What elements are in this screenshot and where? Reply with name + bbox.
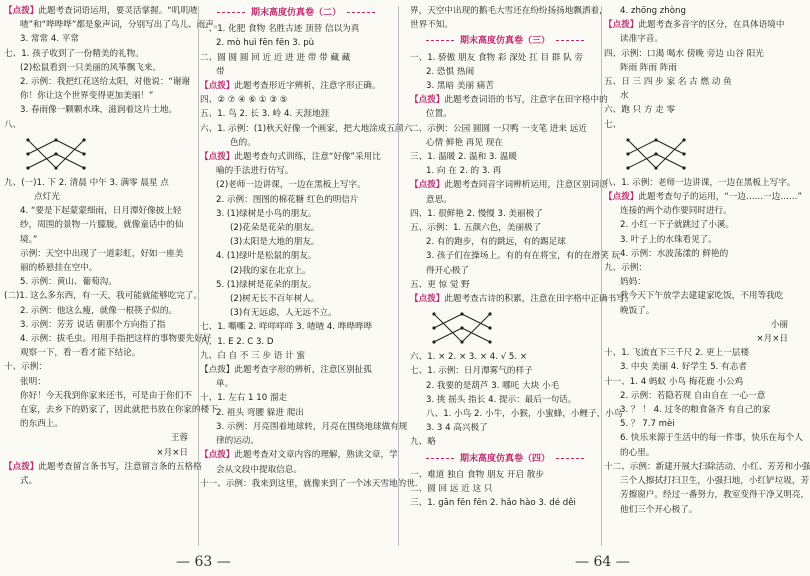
answer-line: 观察一下，看一看才能下结论。 — [20, 348, 141, 359]
answer-line: 张明： — [20, 376, 46, 387]
answer-line: 3. (1)绿树是小鸟的朋友。 — [216, 208, 317, 219]
answer-line: 3. 示例：芳芳 说话 朝那个方向指了指 — [20, 319, 166, 330]
answer-line: 式。 — [20, 476, 38, 487]
column-1 — [4, 4, 223, 488]
hint-label: 【点拨】 — [4, 461, 39, 472]
answer-line: 世界不知。 — [410, 20, 453, 31]
answer-line: 二、示例：公园 圆圆 一只鸭 一支笔 进来 远近 — [410, 123, 587, 134]
answer-line: 十、1. 飞流直下三千尺 2. 更上一层楼 — [604, 348, 749, 359]
answer-line: 七、1. 示例：日月潭雾气的样子 — [410, 366, 533, 377]
page-number-left: — 63 — — [176, 554, 231, 570]
answer-line: 4. zhōng zhòng — [620, 6, 686, 16]
answer-line: 2. 我要的是葫芦 3. 哪吒 大块 小毛 — [426, 380, 560, 391]
answer-line: 2. 示例：图图的棉花糖 红色的明信片 — [216, 194, 359, 205]
answer-line: 你好！今天我到你家来还书，可是由于你们不 — [20, 390, 192, 401]
answer-line: 色的。 — [230, 137, 256, 148]
divider — [198, 6, 199, 546]
answer-line: 八、1. 示例：老师一边讲课，一边在黑板上写字。 — [604, 177, 796, 188]
answer-line: 五、更 惊 觉 野 — [410, 279, 470, 290]
column-4 — [604, 4, 810, 517]
answer-line: 四、示例：口渴 喝水 傍晚 旁边 山谷 阳光 — [604, 48, 764, 59]
answer-line: 1. 向 在 2. 的 3. 再 — [426, 166, 502, 177]
answer-line: 二、圆 圆 圆 回 近 近 进 进 带 带 藏 藏 — [200, 52, 351, 63]
answer-line: 在家，去乡下的奶家了，因此就把书放在你家的楼下 — [20, 405, 218, 416]
answer-line: 3. 3 4 高兴极了 — [426, 423, 488, 434]
answer-line: 八、1. 小鸟 2. 小牛，小猴，小蜜蜂，小鲤子，小鸟 — [426, 409, 623, 420]
answer-line: 会从文段中提取信息。 — [216, 464, 302, 475]
section-heading: 期末高度仿真卷（二） — [200, 6, 392, 20]
answer-line: 2. 祖头 弯腰 躲进 爬出 — [216, 407, 304, 418]
answer-line: 十、示例： — [4, 362, 47, 373]
hint-label: 【点拨】 — [604, 192, 639, 203]
answer-line: 水 — [620, 91, 629, 102]
answer-line: 纱，周围的景物一片朦胧，就像童话中的仙 — [20, 220, 184, 231]
answer-line: 位置。 — [426, 109, 452, 120]
answer-line: 4. 示例：拔毛虫。用用手指把这样的事物要先好好 — [20, 334, 212, 345]
center-divider — [398, 6, 399, 546]
answer-line: 3. 中央 美丽 4. 好学生 5. 有志者 — [620, 362, 747, 373]
answer-line: 连接的两个动作要同时进行。 — [620, 206, 732, 217]
answer-line: 【点拨】此题考查句式训练，注意“好像”采用比 — [200, 152, 381, 163]
answer-line: 【点拨】此题考查多音字的区分，在具体语境中 — [604, 20, 785, 31]
matching-lines-figure — [426, 308, 496, 348]
answer-line: 九、略 — [410, 437, 436, 448]
answer-line: 2. 有的跑步，有的跳远，有的踢足球 — [426, 237, 566, 248]
answer-line: (3)有无远虑，人无远不立。 — [230, 308, 337, 319]
answer-line: 【点拨】此题考查词语运用，要灵活掌握。“叽叽喳 — [4, 6, 198, 16]
answer-line: 的东西上。 — [20, 419, 63, 430]
answer-line: 界，天空中出现的鹅毛大雪还在纷纷扬扬地飘洒着， — [410, 6, 608, 16]
answer-line: 带 — [216, 66, 225, 77]
answer-line: 芳擦窗户。经过一番努力，教室变得干净又明亮， — [620, 490, 810, 501]
answer-line: 3. 挑 摇头 指长 4. 提示：最后一句话。 — [426, 394, 577, 405]
answer-line: 2. 恐惧 热闹 — [426, 66, 475, 77]
answer-line: 3. 示例：月亮围着地球转，月亮在围绕地球做有规 — [216, 421, 408, 432]
answer-line: 【点拨】此题考查古诗的积累，注意在田字格中正确书写。 — [410, 294, 634, 305]
answer-line: 六、1. × 2. × 3. × 4. √ 5. × — [410, 352, 528, 363]
section-heading: 期末高度仿真卷（三） — [410, 34, 600, 48]
answer-line: 【点拨】此题考查字形的辨析，注意区别扯孤 — [200, 365, 372, 376]
answer-line: (2)花朵是花朵的朋友。 — [230, 223, 320, 234]
answer-line: 读准字音。 — [620, 34, 663, 45]
hint-label: 【点拨】 — [200, 81, 235, 92]
answer-line: 心情 鲜艳 再见 现在 — [426, 137, 503, 148]
answer-line: 三个人擦拭打扫卫生，小强扫地，小红铲垃圾，芳 — [620, 476, 810, 487]
answer-line: 单。 — [216, 379, 234, 390]
matching-lines-figure — [20, 134, 90, 174]
answer-line: 3. 常常 4. 平常 — [20, 34, 79, 45]
answer-line: 3. 春雨像一颗颗水珠，滋润着这片土地。 — [20, 105, 178, 116]
answer-line: 【点拨】此题考查同音字词辨析运用，注意区别词语 — [410, 180, 608, 191]
answer-line: 妈妈： — [620, 277, 646, 288]
answer-line: 【点拨】此题考查形近字辨析，注意字形正确。 — [200, 81, 381, 92]
answer-line: 丽的桥悬挂在空中。 — [20, 263, 98, 274]
answer-line: 6. 快乐来源于生活中的每一件事，快乐在每个人 — [620, 433, 803, 444]
answer-line: 2. 示例：若隐若现 自由自在 一心一意 — [620, 390, 766, 401]
page-number-right: — 64 — — [575, 554, 630, 570]
answer-line: 示例：天空中出现了一道彩虹，好如一座美 — [20, 248, 184, 259]
answer-line: 【点拨】此题考查词语的书写，注意字在田字格中的 — [410, 95, 608, 106]
answer-line: (二)1. 这么多东西，有一天，我可能就能够吃完了。 — [4, 291, 203, 302]
answer-line: 九、白 自 不 三 步 语 计 蜜 — [200, 350, 306, 361]
answer-line: 八、 — [4, 119, 22, 130]
answer-line: 点灯光 — [34, 192, 60, 203]
hint-label: 【点拨】 — [410, 294, 445, 305]
answer-line: 五、示例：1. 五颜六色，美丽极了 — [410, 223, 542, 234]
answer-line: (2)老师一边讲课，一边在黑板上写字。 — [216, 180, 366, 191]
answer-line: 六、跑 只 方 走 零 — [604, 105, 676, 116]
answer-line: 2. 示例：我把红花送给太阳，对他说：“谢谢 — [20, 77, 191, 88]
answer-line: 七、1. 嘶嘶 2. 咩咩咩咩 3. 喳喳 4. 哗哗哗哗 — [200, 322, 373, 333]
answer-line: ×月×日 — [156, 447, 188, 458]
answer-line: (3)太阳是大地的朋友。 — [230, 237, 320, 248]
answer-line: 王蓉 — [170, 433, 188, 444]
answer-line: 4. 示例：水波荡漾的 鲜艳的 — [620, 248, 729, 259]
answer-line: 四、1. 很鲜艳 2. 慢慢 3. 美丽极了 — [410, 208, 543, 219]
answer-line: 十、1. 左右 1 10 溜走 — [200, 393, 288, 404]
answer-line: 【点拨】此题考查句子的运用，“一边……一边……” — [604, 192, 802, 203]
answer-line: 5. (1)绿树是花朵的朋友。 — [216, 279, 317, 290]
answer-line: 七、1. 孩子收到了一份精美的礼物。 — [4, 48, 144, 59]
answer-line: 他们三个开心极了。 — [620, 504, 698, 515]
divider — [601, 6, 602, 546]
answer-line: (2)我的家在北京上。 — [230, 265, 311, 276]
answer-line: 十一、1. 4 蚂蚁 小鸟 梅花鹿 小公鸡 — [604, 376, 744, 387]
answer-line: 阵雨 阵雨 阵雨 — [620, 62, 678, 73]
hint-label: 【点拨】 — [200, 450, 235, 461]
answer-line: 3. 孩子们在操场上。有的有在将宝，有的在滑笑 玩 — [426, 251, 621, 262]
answer-line: 五、日 三 四 步 家 名 古 燃 动 鱼 — [604, 77, 732, 88]
answer-line: 喳”和“哗哗哗”都是象声词，分别写出了鸟儿、雨声。 — [20, 20, 223, 31]
answer-line: 得开心极了 — [426, 265, 469, 276]
section-heading: 期末高度仿真卷（四） — [410, 452, 600, 466]
answer-line: 五、1. 鸟 2. 长 3. 岭 4. 天涯地涯 — [200, 109, 330, 120]
answer-line: 九、示例： — [604, 263, 647, 274]
answer-line: 四、② ⑦ ④ ⑥ ① ③ ⑤ — [200, 95, 288, 106]
answer-line: 5. 示例：黄山、葡萄沟。 — [20, 277, 117, 288]
matching-lines-figure — [620, 134, 690, 174]
answer-line: 5. ？ 7.7 mèi — [620, 419, 675, 430]
hint-label: 【点拨】 — [4, 6, 39, 16]
answer-line: 十二、示例：新建开展大扫除活动，小红、芳芳和小强 — [604, 461, 810, 472]
answer-line: 一、1. 化肥 食物 名胜古迹 顶替 信以为真 — [200, 24, 360, 35]
answer-line: 律的运动。 — [216, 436, 259, 447]
hint-label: 【点拨】 — [200, 152, 235, 163]
answer-line: 二、圆 回 远 近 这 只 — [410, 484, 493, 495]
answer-line: 小丽 — [770, 319, 788, 330]
answer-line: 4. (1)绿叶是松鼠的朋友。 — [216, 251, 317, 262]
answer-line: 境。” — [20, 234, 38, 245]
answer-line: 2. mò huì fēn fēn 3. pù — [216, 38, 315, 49]
answer-line: 3. 黑暗 美丽 痛苦 — [426, 81, 494, 92]
answer-line: (2)松鼠看到一只美丽的风筝飘飞来。 — [20, 62, 162, 73]
answer-line: 3. 叶子上的水珠看见了。 — [620, 234, 717, 245]
hint-label: 【点拨】 — [410, 180, 445, 191]
answer-line: 【点拨】此题考查对文章内容的理解，熟读文章，学 — [200, 450, 398, 461]
answer-line: 一、1. 骄傲 朋友 食物 彩 深处 扛 目 群 队 旁 — [410, 52, 584, 63]
answer-line: 三、1. 温暖 2. 温和 3. 温暖 — [410, 152, 518, 163]
answer-line: 我今天下午放学去建建家吃饭，不用等我吃 — [620, 291, 784, 302]
column-2 — [200, 4, 415, 491]
answer-line: 八、1. E 2. C 3. D — [200, 336, 274, 347]
answer-line: 六、1. 示例：(1)秋天好像一个画家，把大地涂成五颜六 — [200, 123, 413, 134]
answer-line: 喻的手法进行仿写。 — [216, 166, 294, 177]
answer-line: 十一、示例：我来到这里，就像来到了一个冰天雪地的世 — [200, 478, 415, 489]
answer-line: 4. “要是下起蒙蒙细雨，日月潭好像披上轻 — [20, 206, 182, 217]
answer-line: 晚饭了。 — [620, 305, 655, 316]
answer-line: 七、 — [604, 119, 622, 130]
answer-line: 2. 小红一下子就跳过了小溪。 — [620, 220, 735, 231]
answer-line: 2. 示例：他这么瘦，就像一根筷子似的。 — [20, 305, 178, 316]
answer-line: (2)树无长不百年树人。 — [230, 294, 320, 305]
answer-line: 九、(一)1. 下 2. 清晨 中午 3. 满零 晨星 点 — [4, 177, 169, 188]
answer-line: 三、1. gān fēn fēn 2. hāo hào 3. dé děi — [410, 498, 576, 509]
answer-line: 你！你让这个世界变得更加美丽！” — [20, 91, 154, 102]
answer-line: 一、难道 独自 食物 朋友 开启 散步 — [410, 469, 544, 480]
answer-line: 的心里。 — [620, 447, 655, 458]
hint-label: 【点拨】 — [604, 20, 639, 31]
answer-line: 3. ？ ！ 4. 过冬的粮食备齐 有自己的家 — [620, 405, 771, 416]
hint-label: 【点拨】 — [410, 95, 445, 106]
answer-line: 意思。 — [426, 194, 452, 205]
answer-line: 【点拨】此题考查留言条书写，注意留言条的五格格 — [4, 461, 202, 472]
answer-line: ×月×日 — [756, 334, 788, 345]
